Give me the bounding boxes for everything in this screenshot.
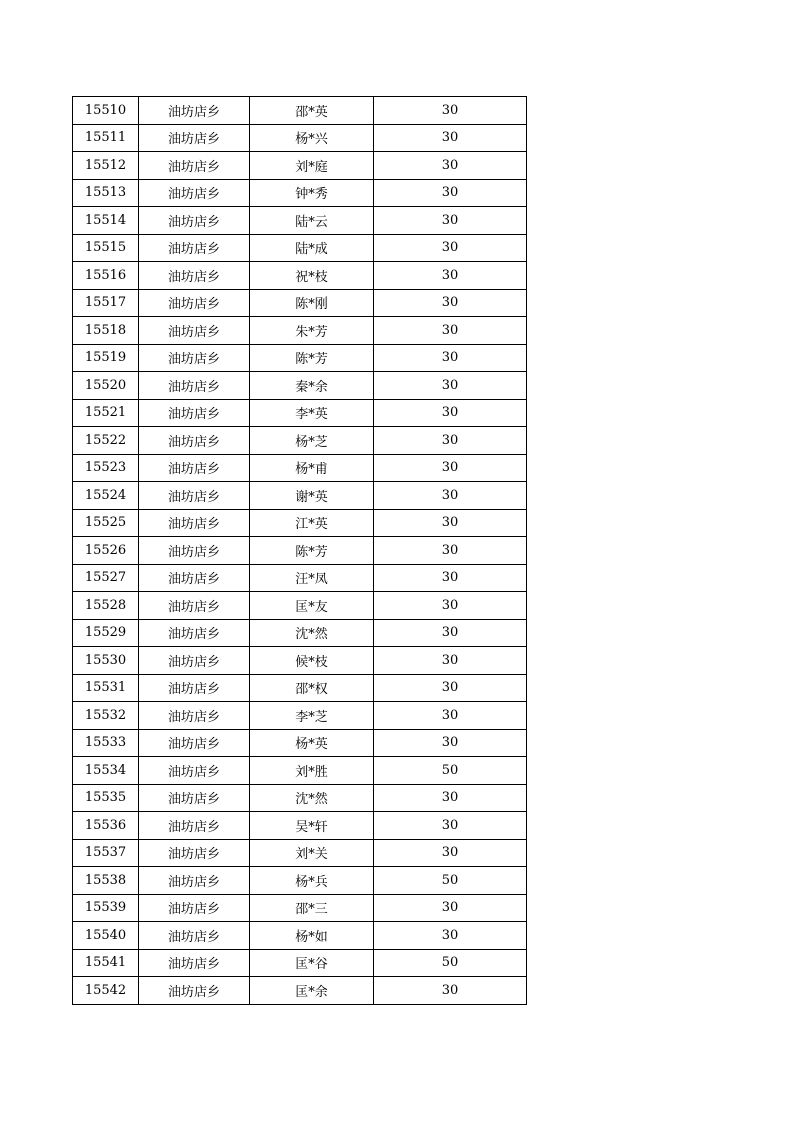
person-name-cell: 杨*兵: [250, 867, 374, 895]
record-id-cell: 15525: [73, 509, 139, 537]
record-id-cell: 15531: [73, 674, 139, 702]
amount-cell: 30: [374, 784, 527, 812]
record-id-cell: 15523: [73, 454, 139, 482]
person-name-cell: 朱*芳: [250, 317, 374, 345]
table-row: [73, 317, 527, 345]
amount-cell: 30: [374, 344, 527, 372]
table-row: [73, 977, 527, 1005]
amount-cell: 30: [374, 564, 527, 592]
amount-cell: 30: [374, 647, 527, 675]
township-cell: 油坊店乡: [139, 124, 250, 152]
record-id-cell: 15526: [73, 537, 139, 565]
table-row: [73, 647, 527, 675]
township-cell: 油坊店乡: [139, 289, 250, 317]
township-cell: 油坊店乡: [139, 619, 250, 647]
township-cell: 油坊店乡: [139, 702, 250, 730]
record-id-cell: 15513: [73, 179, 139, 207]
person-name-cell: 匡*友: [250, 592, 374, 620]
record-id-cell: 15519: [73, 344, 139, 372]
person-name-cell: 陈*刚: [250, 289, 374, 317]
person-name-cell: 陆*云: [250, 207, 374, 235]
person-name-cell: 吴*轩: [250, 812, 374, 840]
person-name-cell: 李*英: [250, 399, 374, 427]
township-cell: 油坊店乡: [139, 179, 250, 207]
person-name-cell: 邵*三: [250, 894, 374, 922]
township-cell: 油坊店乡: [139, 152, 250, 180]
person-name-cell: 匡*余: [250, 977, 374, 1005]
table-body: [73, 97, 527, 1005]
person-name-cell: 汪*凤: [250, 564, 374, 592]
person-name-cell: 陆*成: [250, 234, 374, 262]
record-id-cell: 15511: [73, 124, 139, 152]
record-id-cell: 15530: [73, 647, 139, 675]
township-cell: 油坊店乡: [139, 207, 250, 235]
person-name-cell: 杨*芝: [250, 427, 374, 455]
township-cell: 油坊店乡: [139, 234, 250, 262]
record-id-cell: 15510: [73, 97, 139, 125]
record-id-cell: 15534: [73, 757, 139, 785]
table-row: [73, 482, 527, 510]
township-cell: 油坊店乡: [139, 564, 250, 592]
record-id-cell: 15533: [73, 729, 139, 757]
township-cell: 油坊店乡: [139, 867, 250, 895]
record-id-cell: 15538: [73, 867, 139, 895]
township-cell: 油坊店乡: [139, 729, 250, 757]
township-cell: 油坊店乡: [139, 922, 250, 950]
township-cell: 油坊店乡: [139, 674, 250, 702]
person-name-cell: 刘*关: [250, 839, 374, 867]
amount-cell: 30: [374, 839, 527, 867]
record-id-cell: 15536: [73, 812, 139, 840]
amount-cell: 30: [374, 152, 527, 180]
table-row: [73, 729, 527, 757]
township-cell: 油坊店乡: [139, 839, 250, 867]
amount-cell: 30: [374, 482, 527, 510]
township-cell: 油坊店乡: [139, 97, 250, 125]
record-id-cell: 15537: [73, 839, 139, 867]
table-row: [73, 372, 527, 400]
township-cell: 油坊店乡: [139, 262, 250, 290]
table-row: [73, 262, 527, 290]
township-cell: 油坊店乡: [139, 454, 250, 482]
amount-cell: 30: [374, 922, 527, 950]
person-name-cell: 杨*甫: [250, 454, 374, 482]
amount-cell: 30: [374, 289, 527, 317]
amount-cell: 30: [374, 674, 527, 702]
township-cell: 油坊店乡: [139, 372, 250, 400]
table-row: [73, 454, 527, 482]
person-name-cell: 陈*芳: [250, 537, 374, 565]
township-cell: 油坊店乡: [139, 647, 250, 675]
person-name-cell: 江*英: [250, 509, 374, 537]
amount-cell: 30: [374, 537, 527, 565]
person-name-cell: 杨*如: [250, 922, 374, 950]
record-id-cell: 15540: [73, 922, 139, 950]
table-row: [73, 894, 527, 922]
township-cell: 油坊店乡: [139, 482, 250, 510]
table-row: [73, 619, 527, 647]
person-name-cell: 沈*然: [250, 784, 374, 812]
record-id-cell: 15529: [73, 619, 139, 647]
township-cell: 油坊店乡: [139, 537, 250, 565]
amount-cell: 30: [374, 372, 527, 400]
record-id-cell: 15542: [73, 977, 139, 1005]
amount-cell: 30: [374, 702, 527, 730]
table-row: [73, 427, 527, 455]
record-id-cell: 15521: [73, 399, 139, 427]
table-row: [73, 674, 527, 702]
amount-cell: 30: [374, 262, 527, 290]
township-cell: 油坊店乡: [139, 592, 250, 620]
table-row: [73, 289, 527, 317]
record-id-cell: 15517: [73, 289, 139, 317]
township-cell: 油坊店乡: [139, 977, 250, 1005]
person-name-cell: 祝*枝: [250, 262, 374, 290]
amount-cell: 30: [374, 234, 527, 262]
amount-cell: 30: [374, 427, 527, 455]
township-cell: 油坊店乡: [139, 812, 250, 840]
amount-cell: 30: [374, 317, 527, 345]
person-name-cell: 刘*胜: [250, 757, 374, 785]
township-cell: 油坊店乡: [139, 344, 250, 372]
person-name-cell: 李*芝: [250, 702, 374, 730]
data-table: [72, 96, 527, 1005]
table-row: [73, 399, 527, 427]
amount-cell: 30: [374, 207, 527, 235]
amount-cell: 30: [374, 812, 527, 840]
township-cell: 油坊店乡: [139, 399, 250, 427]
amount-cell: 30: [374, 509, 527, 537]
record-id-cell: 15518: [73, 317, 139, 345]
table-row: [73, 179, 527, 207]
person-name-cell: 邵*英: [250, 97, 374, 125]
record-id-cell: 15528: [73, 592, 139, 620]
amount-cell: 50: [374, 949, 527, 977]
person-name-cell: 秦*余: [250, 372, 374, 400]
amount-cell: 30: [374, 124, 527, 152]
record-id-cell: 15522: [73, 427, 139, 455]
amount-cell: 30: [374, 619, 527, 647]
table-row: [73, 839, 527, 867]
person-name-cell: 杨*兴: [250, 124, 374, 152]
record-id-cell: 15535: [73, 784, 139, 812]
table-row: [73, 97, 527, 125]
township-cell: 油坊店乡: [139, 317, 250, 345]
table-row: [73, 207, 527, 235]
person-name-cell: 谢*英: [250, 482, 374, 510]
record-id-cell: 15527: [73, 564, 139, 592]
person-name-cell: 钟*秀: [250, 179, 374, 207]
table-row: [73, 152, 527, 180]
amount-cell: 30: [374, 399, 527, 427]
amount-cell: 30: [374, 454, 527, 482]
table-row: [73, 867, 527, 895]
table-row: [73, 234, 527, 262]
record-id-cell: 15541: [73, 949, 139, 977]
person-name-cell: 匡*谷: [250, 949, 374, 977]
township-cell: 油坊店乡: [139, 894, 250, 922]
table-row: [73, 564, 527, 592]
record-id-cell: 15524: [73, 482, 139, 510]
township-cell: 油坊店乡: [139, 784, 250, 812]
table-row: [73, 124, 527, 152]
township-cell: 油坊店乡: [139, 509, 250, 537]
table-row: [73, 784, 527, 812]
township-cell: 油坊店乡: [139, 757, 250, 785]
amount-cell: 30: [374, 977, 527, 1005]
amount-cell: 30: [374, 179, 527, 207]
person-name-cell: 沈*然: [250, 619, 374, 647]
table-row: [73, 702, 527, 730]
amount-cell: 30: [374, 97, 527, 125]
person-name-cell: 陈*芳: [250, 344, 374, 372]
person-name-cell: 候*枝: [250, 647, 374, 675]
table-row: [73, 757, 527, 785]
amount-cell: 30: [374, 729, 527, 757]
table-row: [73, 344, 527, 372]
record-id-cell: 15514: [73, 207, 139, 235]
amount-cell: 30: [374, 592, 527, 620]
record-id-cell: 15515: [73, 234, 139, 262]
record-id-cell: 15539: [73, 894, 139, 922]
record-id-cell: 15520: [73, 372, 139, 400]
amount-cell: 50: [374, 867, 527, 895]
record-id-cell: 15516: [73, 262, 139, 290]
record-id-cell: 15532: [73, 702, 139, 730]
record-id-cell: 15512: [73, 152, 139, 180]
table-row: [73, 537, 527, 565]
person-name-cell: 邵*权: [250, 674, 374, 702]
table-row: [73, 592, 527, 620]
person-name-cell: 杨*英: [250, 729, 374, 757]
township-cell: 油坊店乡: [139, 427, 250, 455]
person-name-cell: 刘*庭: [250, 152, 374, 180]
amount-cell: 30: [374, 894, 527, 922]
township-cell: 油坊店乡: [139, 949, 250, 977]
table-row: [73, 949, 527, 977]
amount-cell: 50: [374, 757, 527, 785]
table-row: [73, 509, 527, 537]
table-row: [73, 922, 527, 950]
table-row: [73, 812, 527, 840]
